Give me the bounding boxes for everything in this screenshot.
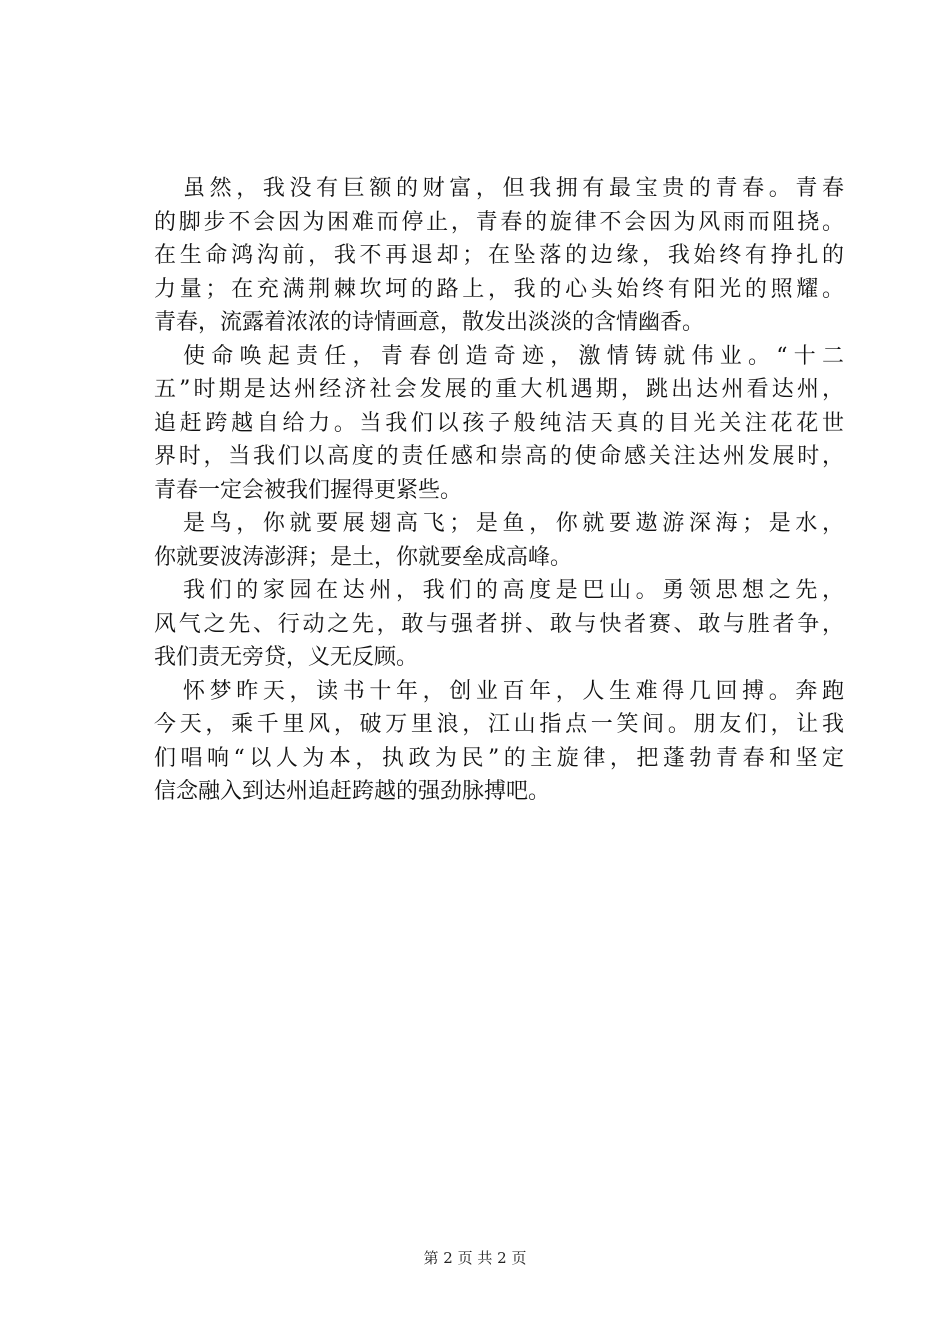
text-line: 的脚步不会因为困难而停止，青春的旋律不会因为风雨而阻挠。	[154, 209, 844, 235]
text-line: 追赶跨越自给力。当我们以孩子般纯洁天真的目光关注花花世	[154, 410, 844, 436]
text-line: 力量；在充满荆棘坎坷的路上，我的心头始终有阳光的照耀。	[154, 276, 844, 302]
text-line: 青春一定会被我们握得更紧些。	[154, 477, 463, 503]
text-line: 你就要波涛澎湃；是土，你就要垒成高峰。	[154, 544, 573, 570]
paragraph	[154, 675, 844, 809]
text-line: 我们的家园在达州，我们的高度是巴山。勇领思想之先，	[183, 578, 844, 603]
text-line: 信念融入到达州追赶跨越的强劲脉搏吧。	[154, 779, 551, 804]
text-line: 风气之先、行动之先，敢与强者拼、敢与快者赛、敢与胜者争，	[154, 611, 844, 637]
text-line: 们唱响“以人为本，执政为民”的主旋律，把蓬勃青春和坚定	[154, 745, 844, 771]
text-line: 今天，乘千里风，破万里浪，江山指点一笑间。朋友们，让我	[154, 712, 844, 737]
page-number-footer: 第 2 页 共 2 页	[423, 1249, 527, 1267]
text-line: 使命唤起责任，青春创造奇迹，激情铸就伟业。“十二	[183, 343, 844, 369]
text-line: 界时，当我们以高度的责任感和崇高的使命感关注达州发展时，	[154, 444, 844, 469]
text-line: 在生命鸿沟前，我不再退却；在坠落的边缘，我始终有挣扎的	[154, 243, 844, 268]
paragraph	[154, 172, 844, 340]
text-line: 怀梦昨天，读书十年，创业百年，人生难得几回搏。奔跑	[183, 678, 844, 704]
paragraph	[154, 574, 844, 675]
paragraph	[154, 340, 844, 508]
text-line: 我们责无旁贷，义无反顾。	[154, 645, 419, 670]
paragraph	[154, 507, 844, 574]
text-line: 五”时期是达州经济社会发展的重大机遇期，跳出达州看达州，	[154, 377, 844, 402]
text-line: 虽然，我没有巨额的财富，但我拥有最宝贵的青春。青春	[183, 176, 844, 201]
text-line: 青春，流露着浓浓的诗情画意，散发出淡淡的含情幽香。	[154, 310, 705, 335]
text-line: 是鸟，你就要展翅高飞；是鱼，你就要遨游深海；是水，	[183, 511, 844, 536]
body-text	[154, 172, 844, 809]
